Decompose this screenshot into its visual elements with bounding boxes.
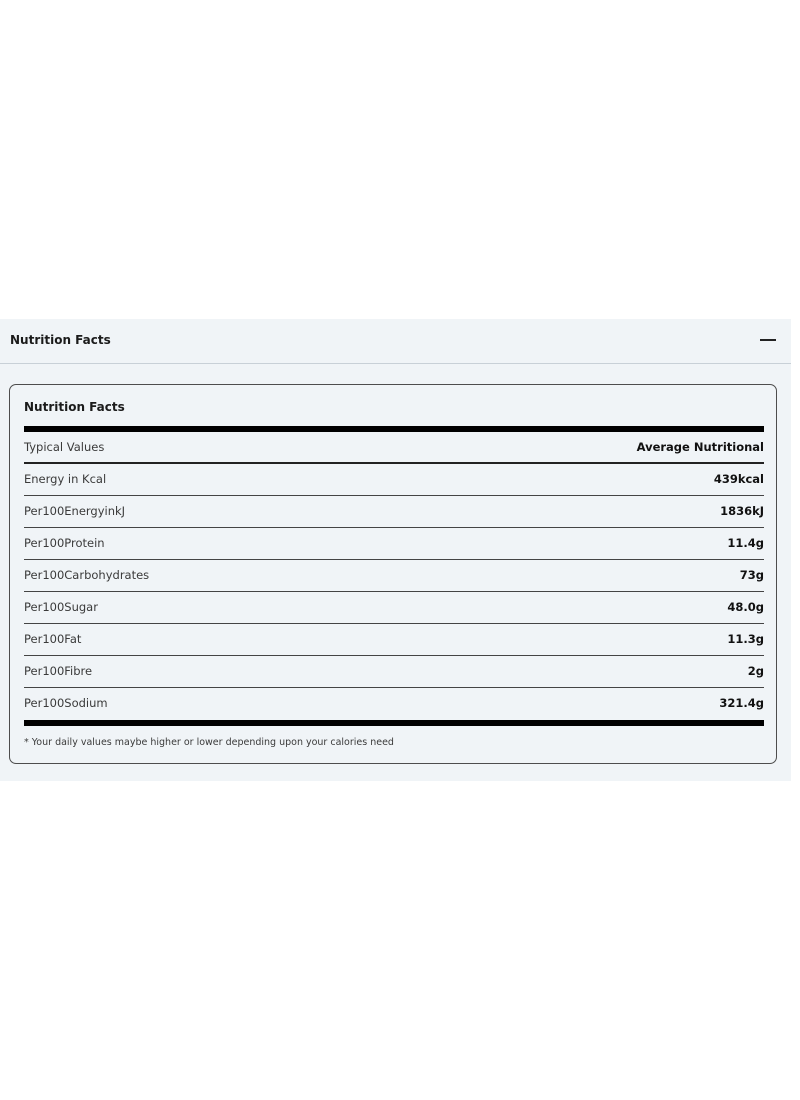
row-value: 439kcal [713, 472, 764, 486]
table-row [24, 688, 764, 720]
footnote: * Your daily values maybe higher or lower depending upon your calories need [24, 737, 394, 748]
nutrition-panel [9, 384, 777, 764]
row-label: Per100Protein [24, 536, 105, 550]
table-row [24, 496, 764, 528]
row-label: Per100Fat [24, 632, 82, 646]
row-label: Per100Sodium [24, 696, 108, 710]
accordion-header[interactable] [0, 319, 791, 364]
row-label: Per100EnergyinkJ [24, 504, 126, 518]
row-label: Per100Carbohydrates [24, 568, 150, 582]
table-row [24, 464, 764, 496]
row-label: Per100Sugar [24, 600, 98, 614]
row-value: 2g [747, 664, 764, 678]
header-value: Average Nutritional [636, 440, 764, 454]
row-value: 1836kJ [720, 504, 764, 518]
bottom-thick-divider [24, 720, 764, 726]
table-row [24, 624, 764, 656]
row-value: 11.4g [727, 536, 764, 550]
row-label: Per100Fibre [24, 664, 93, 678]
row-value: 11.3g [727, 632, 764, 646]
panel-title: Nutrition Facts [24, 400, 125, 414]
nutrition-table [24, 432, 764, 720]
table-row [24, 528, 764, 560]
table-header-row [24, 432, 764, 464]
row-value: 48.0g [727, 600, 764, 614]
row-label: Energy in Kcal [24, 472, 107, 486]
table-row [24, 656, 764, 688]
row-value: 321.4g [719, 696, 764, 710]
header-label: Typical Values [24, 440, 105, 454]
table-row [24, 560, 764, 592]
minus-icon[interactable] [759, 331, 777, 349]
table-row [24, 592, 764, 624]
row-value: 73g [739, 568, 764, 582]
accordion-title: Nutrition Facts [10, 333, 111, 347]
nutrition-accordion [0, 319, 791, 781]
